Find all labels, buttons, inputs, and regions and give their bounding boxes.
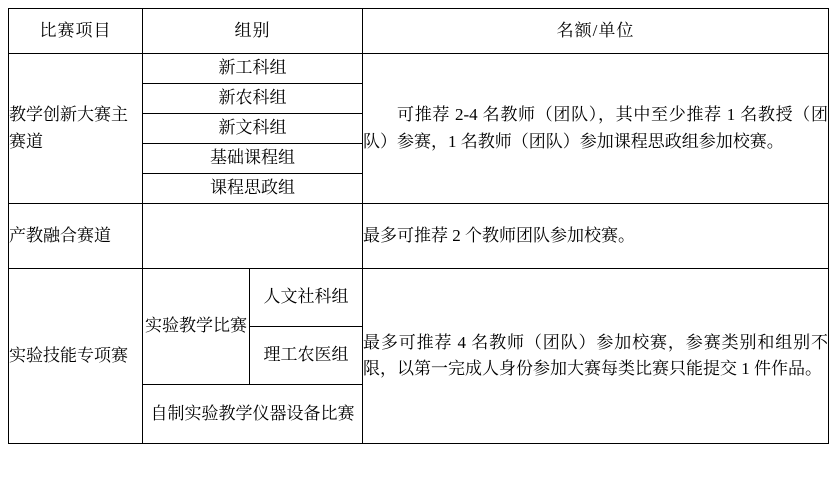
subgroup-humanities: 人文社科组 xyxy=(250,269,363,327)
project-name-teaching-innovation: 教学创新大赛主赛道 xyxy=(9,54,143,204)
quota-teaching-innovation xyxy=(363,54,829,204)
quota-industry-education xyxy=(363,204,829,269)
competition-quota-table xyxy=(8,8,829,444)
subgroup-self-made-instrument: 自制实验教学仪器设备比赛 xyxy=(143,385,363,444)
header-quota: 名额/单位 xyxy=(363,9,829,54)
group-item: 新农科组 xyxy=(143,84,363,114)
quota-text: 最多可推荐 2 个教师团队参加校赛。 xyxy=(363,225,635,245)
group-item: 基础课程组 xyxy=(143,144,363,174)
project-name-industry-education: 产教融合赛道 xyxy=(9,204,143,269)
subgroup-experiment-teaching: 实验教学比赛 xyxy=(143,269,250,385)
group-empty xyxy=(143,204,363,269)
group-item: 新文科组 xyxy=(143,114,363,144)
subgroup-science-engineering: 理工农医组 xyxy=(250,327,363,385)
quota-text: 最多可推荐 4 名教师（团队）参加校赛，参赛类别和组别不限，以第一完成人身份参加大赛每类比赛只能提交 1 件作品。 xyxy=(363,332,828,378)
quota-text: 可推荐 2-4 名教师（团队），其中至少推荐 1 名教授（团队）参赛，1 名教师（团队）参加课程思政组参加校赛。 xyxy=(363,105,828,151)
header-group: 组别 xyxy=(143,9,363,54)
table-row xyxy=(9,54,829,84)
header-project: 比赛项目 xyxy=(9,9,143,54)
quota-experiment-skill xyxy=(363,269,829,444)
group-item: 新工科组 xyxy=(143,54,363,84)
group-item: 课程思政组 xyxy=(143,174,363,204)
table-header-row xyxy=(9,9,829,54)
table-row xyxy=(9,204,829,269)
project-name-experiment-skill: 实验技能专项赛 xyxy=(9,269,143,444)
table-row xyxy=(9,269,829,327)
